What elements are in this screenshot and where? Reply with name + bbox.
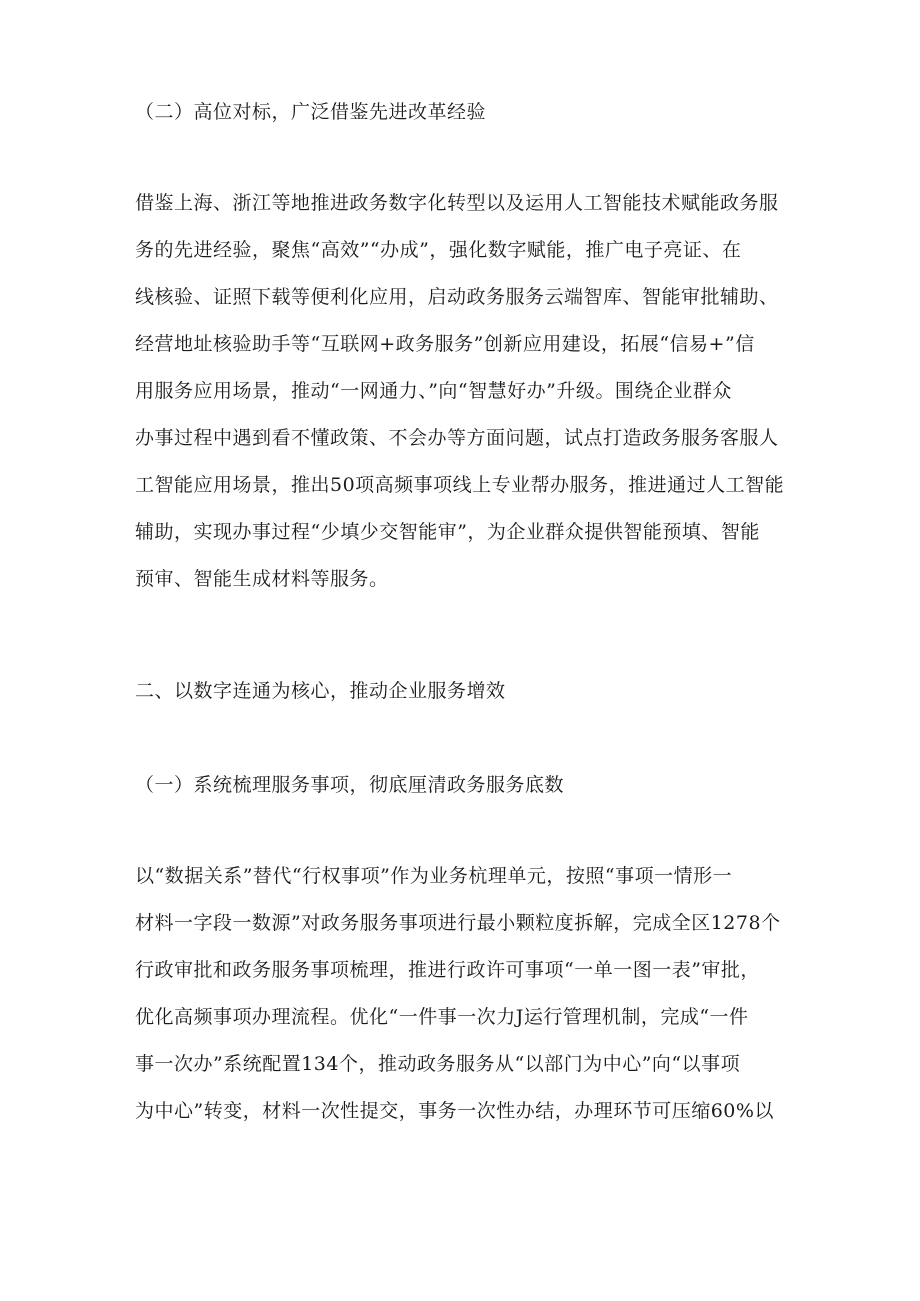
paragraph-line: 经营地址核验助手等“互联网+政务服务”创新应用建设，拓展“信易+”信 [135, 333, 755, 355]
paragraph-line: 以“数据关系”替代“行权事项”作为业务杭理单元，按照“事项一情形一 [135, 865, 733, 887]
paragraph-line: 用服务应用场景，推动“一网通力、”向“智慧好办”升级。围绕企业群众 [135, 380, 732, 402]
paragraph-line: 办事过程中遇到看不懂政策、不会办等方面问题，试点打造政务服务客服人 [135, 427, 779, 449]
paragraph-reform-experience [135, 180, 795, 603]
section-heading-2-1: （一）系统梳理服务事项，彻底厘清政务服务底数 [135, 774, 565, 796]
paragraph-line: 工智能应用场景，推出50项高频事项线上专业帮办服务，推进通过人工智能 [135, 474, 785, 496]
paragraph-line: 线核验、证照下载等便利化应用，启动政务服务云端智库、智能审批辅助、 [135, 286, 779, 308]
paragraph-line: 优化高频事项办理流程。优化“一件事一次力J运行管理机制，完成“一件 [135, 1006, 749, 1028]
paragraph-line: 辅助，实现办事过程“少填少交智能审”，为企业群众提供智能预填、智能 [135, 521, 760, 543]
paragraph-line: 行政审批和政务服务事项梳理，推进行政许可事项“一单一图一表”审批， [135, 959, 760, 981]
paragraph-line: 为中心”转变，材料一次性提交，事务一次性办结，办理环节可压缩60%以 [135, 1100, 774, 1122]
paragraph-service-items [135, 853, 795, 1135]
paragraph-line: 务的先进经验，聚焦“高效”“办成”，强化数字赋能，推广电子亮证、在 [135, 239, 742, 261]
section-heading-2-2: （二）高位对标，广泛借鉴先进改革经验 [135, 101, 487, 123]
section-heading-2: 二、以数字连通为核心，推动企业服务增效 [135, 680, 506, 702]
paragraph-line: 材料一字段一数源”对政务服务事项进行最小颗粒度拆解，完成全区1278个 [135, 912, 781, 934]
paragraph-line: 事一次办”系统配置134个，推动政务服务从“以部门为中心”向“以事项 [135, 1053, 741, 1075]
paragraph-line: 借鉴上海、浙江等地推进政务数字化转型以及运用人工智能技术赋能政务服 [135, 192, 779, 214]
paragraph-line: 预审、智能生成材料等服务。 [135, 568, 389, 590]
